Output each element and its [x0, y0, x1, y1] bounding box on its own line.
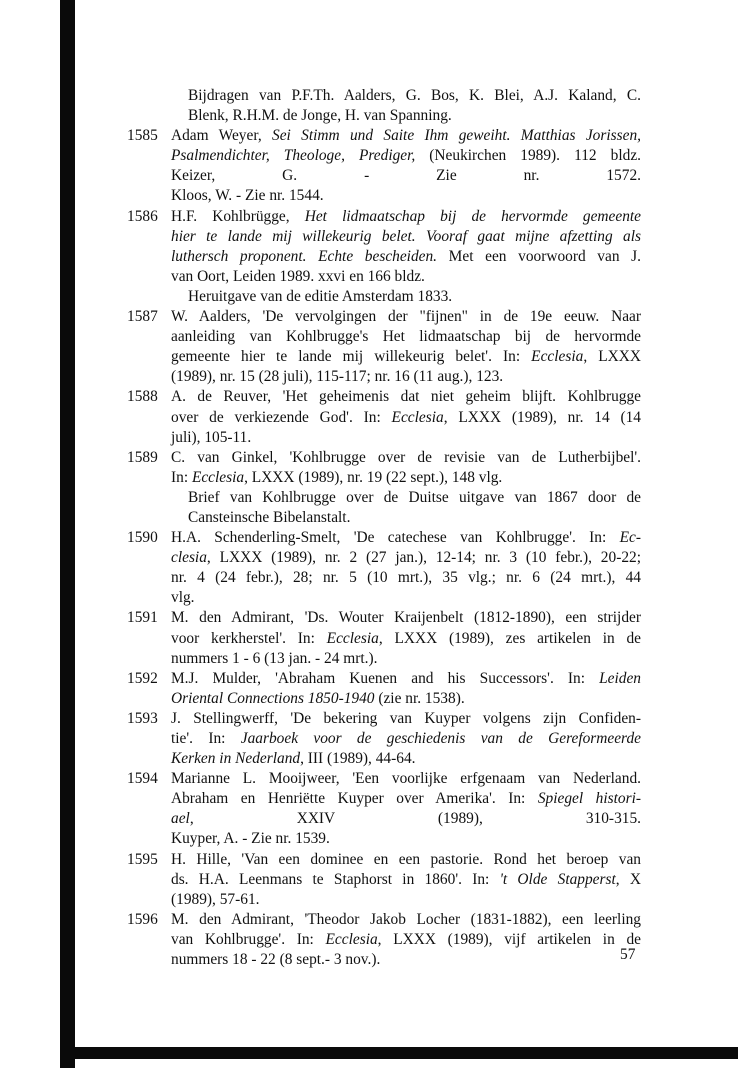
entry-text: Met een voorwoord van J.	[437, 247, 642, 265]
entry-number: 1585	[127, 127, 158, 145]
entry-text: M. den Admirant, 'Ds. Wouter Kraijenbelt (1812-1890), een strijder	[171, 609, 641, 627]
entry-text: Abraham en Henriëtte Kuyper over Amerika'. In:	[171, 790, 538, 808]
entry-line	[133, 829, 641, 849]
entry-text: Adam Weyer,	[171, 127, 273, 145]
entry-text: , LXXX (1989), zes artikelen in de	[378, 629, 642, 647]
entry-text: (1989), 57-61.	[171, 890, 260, 908]
entry-number: 1589	[127, 448, 158, 466]
entry-line	[133, 347, 641, 367]
entry-line	[133, 548, 641, 568]
entry-text: nr. 4 (24 febr.), 28; nr. 5 (10 mrt.), 35 vlg.; nr. 6 (24 mrt.), 44	[171, 569, 641, 587]
italic-title-text: Kerken in Nederland	[171, 750, 301, 768]
entry-text: H. Hille, 'Van een dominee en een pastorie. Rond het beroep van	[171, 850, 641, 868]
entry-text: (zie nr. 1538).	[374, 689, 465, 707]
entry-line	[133, 247, 641, 267]
entry-text: In:	[171, 468, 192, 486]
italic-title-text: Ec-	[619, 529, 641, 547]
entry-1591-line	[127, 608, 641, 628]
entry-line	[133, 508, 641, 528]
entry-text: Brief van Kohlbrugge over de Duitse uitgave van 1867 door de	[188, 488, 641, 506]
entry-text: Kloos, W. - Zie nr. 1544.	[171, 187, 324, 205]
entry-text: (1989), nr. 15 (28 juli), 115-117; nr. 16 (11 aug.), 123.	[171, 368, 504, 386]
entry-text: , LXXX (1989), vijf artikelen in de	[377, 930, 641, 948]
italic-title-text: Ecclesia	[191, 468, 245, 486]
entry-number: 1594	[127, 770, 158, 788]
entry-number: 1590	[127, 529, 158, 547]
italic-title-text: Leiden	[599, 669, 641, 687]
entry-text: , LXXX	[583, 348, 641, 366]
entry-line	[133, 950, 641, 970]
entry-line	[133, 186, 641, 206]
entry-1586-line	[127, 207, 641, 227]
entry-line	[133, 689, 641, 709]
entry-number: 1596	[127, 910, 158, 928]
entry-line	[133, 468, 641, 488]
entry-text: Marianne L. Mooijweer, 'Een voorlijke erfgenaam van Nederland.	[171, 770, 641, 788]
italic-title-text: Ecclesia	[531, 348, 584, 366]
entry-text: (Neukirchen 1989). 112 bldz.	[415, 147, 641, 165]
entry-line	[133, 267, 641, 287]
italic-title-text: Psalmendichter, Theologe, Prediger,	[171, 147, 416, 165]
entry-text: nummers 1 - 6 (13 jan. - 24 mrt.).	[171, 649, 378, 667]
entry-line	[133, 287, 641, 307]
entry-line	[133, 227, 641, 247]
entry-text: C. van Ginkel, 'Kohlbrugge over de revisie van de Lutherbijbel'.	[171, 448, 641, 466]
entry-text: Heruitgave van de editie Amsterdam 1833.	[188, 287, 453, 305]
entry-line	[133, 789, 641, 809]
italic-title-text: luthersch proponent. Echte bescheiden.	[171, 247, 438, 265]
italic-title-text: Ecclesia	[391, 408, 444, 426]
entry-text: , XXIV (1989), 310-315.	[189, 810, 641, 828]
italic-title-text: Het lidmaatschap bij de hervormde gemeente	[304, 207, 641, 225]
page-number: 57	[620, 946, 636, 963]
entry-text: over de verkiezende God'. In:	[171, 408, 392, 426]
entry-line	[133, 629, 641, 649]
entry-line	[133, 870, 641, 890]
entry-1588-line	[127, 387, 641, 407]
entry-1596-line	[127, 910, 641, 930]
entry-text: M.J. Mulder, 'Abraham Kuenen and his Successors'. In:	[171, 669, 600, 687]
entry-line	[133, 146, 641, 166]
entry-1589-line	[127, 448, 641, 468]
entry-text: tie'. In:	[171, 730, 241, 747]
scan-border-left	[60, 0, 75, 1068]
entry-line	[133, 166, 641, 186]
entry-text: H.A. Schenderling-Smelt, 'De catechese van Kohlbrugge'. In:	[171, 529, 620, 547]
entry-text: , LXXX (1989), nr. 14 (14	[443, 408, 641, 426]
italic-title-text: ael	[171, 810, 190, 828]
italic-title-text: Sei Stimm und Saite Ihm geweiht. Matthias Jorissen,	[272, 127, 641, 145]
entry-line	[133, 568, 641, 588]
entry-text: Bijdragen van P.F.Th. Aalders, G. Bos, K. Blei, A.J. Kaland, C.	[188, 87, 641, 104]
entry-number: 1591	[127, 609, 158, 627]
bibliography-page	[127, 86, 642, 970]
entry-text: , LXXX (1989), nr. 2 (27 jan.), 12-14; nr. 3 (10 febr.), 20-22;	[206, 549, 641, 567]
entry-text: gemeente hier te lande mij willekeurig belet'. In:	[171, 348, 532, 366]
entry-line	[133, 749, 641, 769]
entry-number: 1595	[127, 850, 158, 868]
entry-line	[133, 327, 641, 347]
entry-1592-line	[127, 669, 641, 689]
scan-border-bottom	[72, 1047, 738, 1059]
entry-line	[133, 106, 641, 126]
entry-text: ds. H.A. Leenmans te Staphorst in 1860'. In:	[171, 870, 500, 888]
entry-text: Keizer, G. - Zie nr. 1572.	[171, 167, 641, 185]
entry-1590-line	[127, 528, 641, 548]
entry-text: , LXXX (1989), nr. 19 (22 sept.), 148 vlg.	[244, 468, 503, 486]
italic-title-text: Jaarboek voor de geschiedenis van de Gereformeerde	[240, 730, 641, 747]
entry-number: 1592	[127, 669, 158, 687]
entry-line	[133, 729, 641, 749]
italic-title-text: clesia	[171, 549, 207, 567]
entry-1585-line	[127, 126, 641, 146]
italic-title-text: Oriental Connections 1850-1940	[171, 689, 375, 707]
entry-text: J. Stellingwerff, 'De bekering van Kuyper volgens zijn Confiden-	[171, 709, 641, 727]
italic-title-text: 't Olde Stapperst	[499, 870, 616, 888]
entry-text: van Kohlbrugge'. In:	[171, 930, 326, 948]
entry-line	[133, 649, 641, 669]
entry-text: , III (1989), 44-64.	[300, 750, 416, 768]
entry-number: 1593	[127, 709, 158, 727]
italic-title-text: hier te lande mij willekeurig belet. Vooraf gaat mijne afzetting als	[171, 227, 641, 245]
italic-title-text: Spiegel histori-	[537, 790, 641, 808]
entry-line	[133, 930, 641, 950]
entry-line	[133, 809, 641, 829]
entry-text: vlg.	[171, 589, 195, 607]
entry-line	[133, 86, 641, 106]
entry-text: nummers 18 - 22 (8 sept.- 3 nov.).	[171, 951, 381, 969]
entry-line	[133, 367, 641, 387]
entry-text: Kuyper, A. - Zie nr. 1539.	[171, 830, 330, 848]
italic-title-text: Ecclesia	[325, 930, 378, 948]
entry-number: 1586	[127, 207, 158, 225]
entry-text: W. Aalders, 'De vervolgingen der "fijnen" in de 19e eeuw. Naar	[171, 308, 641, 326]
entry-text: voor kerkherstel'. In:	[171, 629, 327, 647]
entry-line	[133, 890, 641, 910]
italic-title-text: Ecclesia	[326, 629, 379, 647]
entry-1587-line	[127, 307, 641, 327]
entry-1593-line	[127, 709, 641, 729]
entry-text: A. de Reuver, 'Het geheimenis dat niet geheim blijft. Kohlbrugge	[171, 388, 641, 406]
entry-line	[133, 408, 641, 428]
entry-number: 1587	[127, 308, 158, 326]
entry-1594-line	[127, 769, 641, 789]
entry-1595-line	[127, 850, 641, 870]
entry-text: Blenk, R.H.M. de Jonge, H. van Spanning.	[188, 107, 452, 125]
entry-text: juli), 105-11.	[171, 428, 252, 446]
entry-text: H.F. Kohlbrügge,	[171, 207, 305, 225]
entry-text: , X	[615, 870, 641, 888]
entry-line	[133, 588, 641, 608]
entry-line	[133, 428, 641, 448]
entry-text: aanleiding van Kohlbrugge's Het lidmaatschap bij de hervormde	[171, 328, 641, 346]
entry-text: van Oort, Leiden 1989. xxvi en 166 bldz.	[171, 267, 425, 285]
entry-text: Cansteinsche Bibelanstalt.	[188, 508, 351, 526]
entry-line	[133, 488, 641, 508]
entry-text: M. den Admirant, 'Theodor Jakob Locher (1831-1882), een leerling	[171, 910, 641, 928]
entry-number: 1588	[127, 388, 158, 406]
